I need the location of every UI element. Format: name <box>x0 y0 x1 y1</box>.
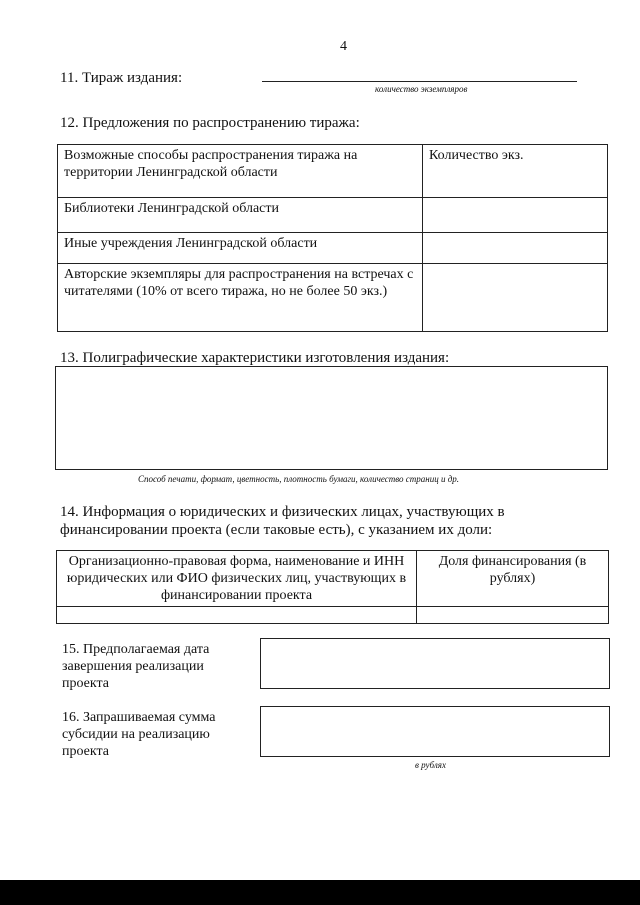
distribution-count-author-copies[interactable] <box>423 264 608 332</box>
completion-date-field[interactable] <box>260 638 610 689</box>
distribution-count-libraries[interactable] <box>423 198 608 233</box>
section-12-label: 12. Предложения по распространению тиража: <box>60 115 360 131</box>
page-number: 4 <box>340 39 347 54</box>
distribution-row-libraries: Библиотеки Ленинградской области <box>58 198 423 233</box>
distribution-count-institutions[interactable] <box>423 233 608 264</box>
subsidy-amount-field[interactable] <box>260 706 610 757</box>
table-row <box>57 607 609 624</box>
distribution-header-count: Количество экз. <box>423 145 608 198</box>
distribution-row-institutions: Иные учреждения Ленинградской области <box>58 233 423 264</box>
subsidy-caption: в рублях <box>415 760 446 770</box>
printing-caption: Способ печати, формат, цветность, плотность бумаги, количество страниц и др. <box>138 474 460 484</box>
table-row <box>58 264 608 332</box>
distribution-table <box>57 144 608 332</box>
table-row <box>58 198 608 233</box>
section-16-label: 16. Запрашиваемая сумма субсидии на реализацию проекта <box>62 710 216 759</box>
distribution-header-methods: Возможные способы распространения тиража на территории Ленинградской области <box>58 145 423 198</box>
section-14-label: 14. Информация о юридических и физических лицах, участвующих в финансировании проекта (если таковые есть), с указанием их доли: <box>60 504 505 538</box>
table-row <box>57 551 609 607</box>
financing-participant-cell[interactable] <box>57 607 417 624</box>
section-11-label: 11. Тираж издания: <box>60 70 183 86</box>
circulation-field-line[interactable] <box>262 81 577 82</box>
distribution-row-author-copies: Авторские экземпляры для распространения на встречах с читателями (10% от всего тиража, но не более 50 экз.) <box>58 264 423 332</box>
financing-header-share: Доля финансирования (в рублях) <box>417 551 609 607</box>
table-row <box>58 233 608 264</box>
table-row <box>58 145 608 198</box>
circulation-caption: количество экземпляров <box>375 84 468 94</box>
section-13-label: 13. Полиграфические характеристики изготовления издания: <box>60 350 450 366</box>
section-15-label: 15. Предполагаемая дата завершения реализации проекта <box>62 642 210 691</box>
financing-share-cell[interactable] <box>417 607 609 624</box>
financing-table <box>56 550 609 624</box>
printing-characteristics-field[interactable] <box>55 366 608 470</box>
financing-header-participants: Организационно-правовая форма, наименование и ИНН юридических или ФИО физических лиц, участвующих в финансировании проекта <box>57 551 417 607</box>
